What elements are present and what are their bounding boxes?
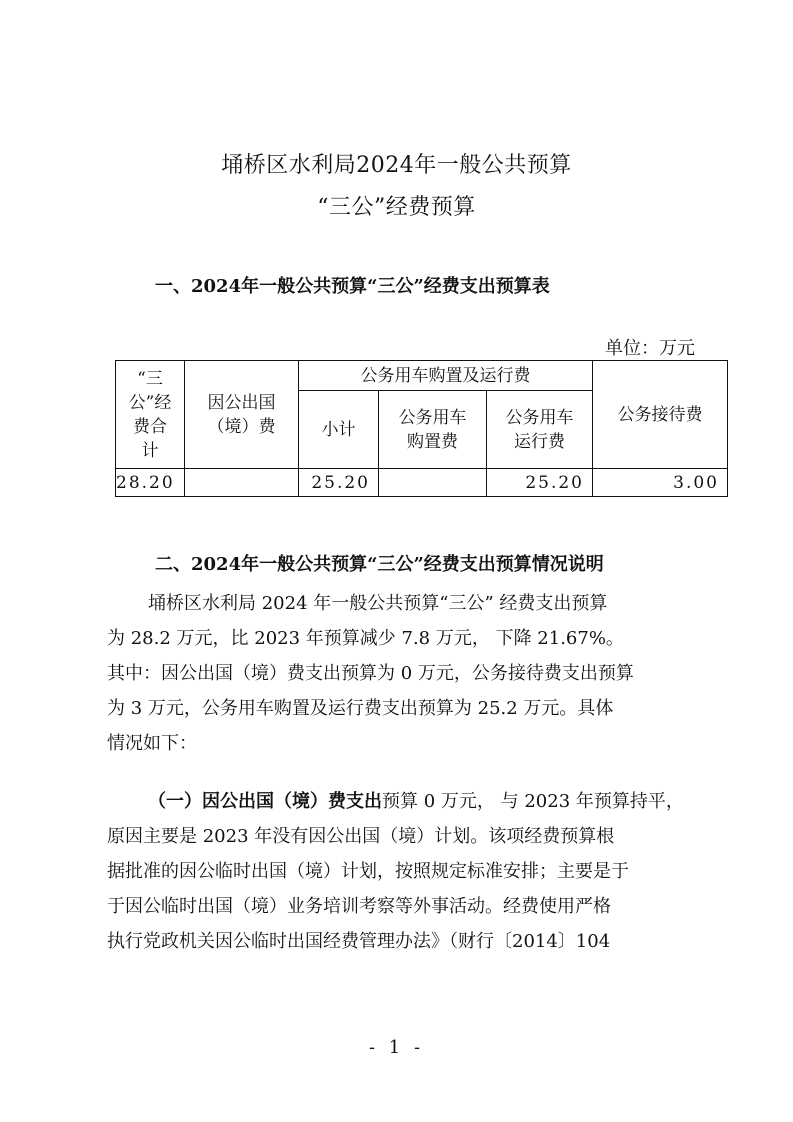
header-total [116, 361, 185, 469]
paragraph-abroad [107, 784, 703, 959]
paragraph-line: 原因主要是 2023 年没有因公出国（境）计划。该项经费预算根 [107, 826, 615, 847]
document-title-line2: “三公”经费预算 [317, 195, 476, 220]
header-vehicle-purchase-line: 公务用车 [398, 407, 467, 428]
paragraph-line: 情况如下： [107, 733, 197, 754]
paragraph-line: 埇桥区水利局 2024 年一般公共预算“三公” 经费支出预算 [148, 593, 608, 614]
paragraph-line: 执行党政机关因公临时出国经费管理办法》（财行〔2014〕104 [107, 931, 611, 952]
section2-heading: 二、2024年一般公共预算“三公”经费支出预算情况说明 [155, 554, 604, 575]
table-row [116, 469, 728, 497]
budget-table [115, 360, 728, 497]
header-total-line: “三 [137, 368, 163, 389]
subsection-heading: （一）因公出国（境）费支出 [148, 791, 382, 812]
header-vehicle-operation-line: 公务用车 [505, 407, 574, 428]
paragraph-line: 为 28.2 万元，比 2023 年预算减少 7.8 万元， 下降 21.67%。 [107, 628, 624, 649]
section1-heading: 一、2024年一般公共预算“三公”经费支出预算表 [155, 276, 550, 297]
cell-vehicle-purchase [379, 469, 487, 497]
header-subtotal: 小计 [299, 391, 379, 469]
cell-total: 28.20 [116, 469, 185, 497]
header-abroad-line: 因公出国 [207, 392, 276, 413]
unit-label: 单位：万元 [605, 338, 695, 359]
header-vehicle-purchase-line: 购置费 [407, 431, 458, 452]
paragraph-line: 据批准的因公临时出国（境）计划，按照规定标准安排；主要是于 [107, 861, 629, 882]
paragraph-text: 预算 0 万元， 与 2023 年预算持平， [382, 791, 684, 812]
header-abroad [185, 361, 299, 469]
cell-abroad [185, 469, 299, 497]
paragraph-line: 于因公临时出国（境）业务培训考察等外事活动。经费使用严格 [107, 896, 611, 917]
document-title-line1: 埇桥区水利局2024年一般公共预算 [221, 153, 572, 178]
header-reception: 公务接待费 [593, 361, 728, 469]
cell-reception: 3.00 [593, 469, 728, 497]
header-total-line: 计 [141, 440, 159, 461]
header-vehicle-group: 公务用车购置及运行费 [299, 361, 593, 391]
header-vehicle-purchase [379, 391, 487, 469]
header-abroad-line: （境）费 [207, 416, 276, 437]
page-number: - 1 - [368, 1037, 425, 1058]
header-vehicle-operation [487, 391, 593, 469]
paragraph-summary [107, 586, 703, 761]
paragraph-line: 为 3 万元，公务用车购置及运行费支出预算为 25.2 万元。具体 [107, 698, 614, 719]
header-total-line: 公”经 [128, 392, 172, 413]
paragraph-line: 其中：因公出国（境）费支出预算为 0 万元，公务接待费支出预算 [107, 663, 634, 684]
cell-vehicle-operation: 25.20 [487, 469, 593, 497]
cell-subtotal: 25.20 [299, 469, 379, 497]
header-vehicle-operation-line: 运行费 [514, 431, 565, 452]
paragraph-line [107, 784, 703, 819]
header-total-line: 费合 [133, 416, 167, 437]
